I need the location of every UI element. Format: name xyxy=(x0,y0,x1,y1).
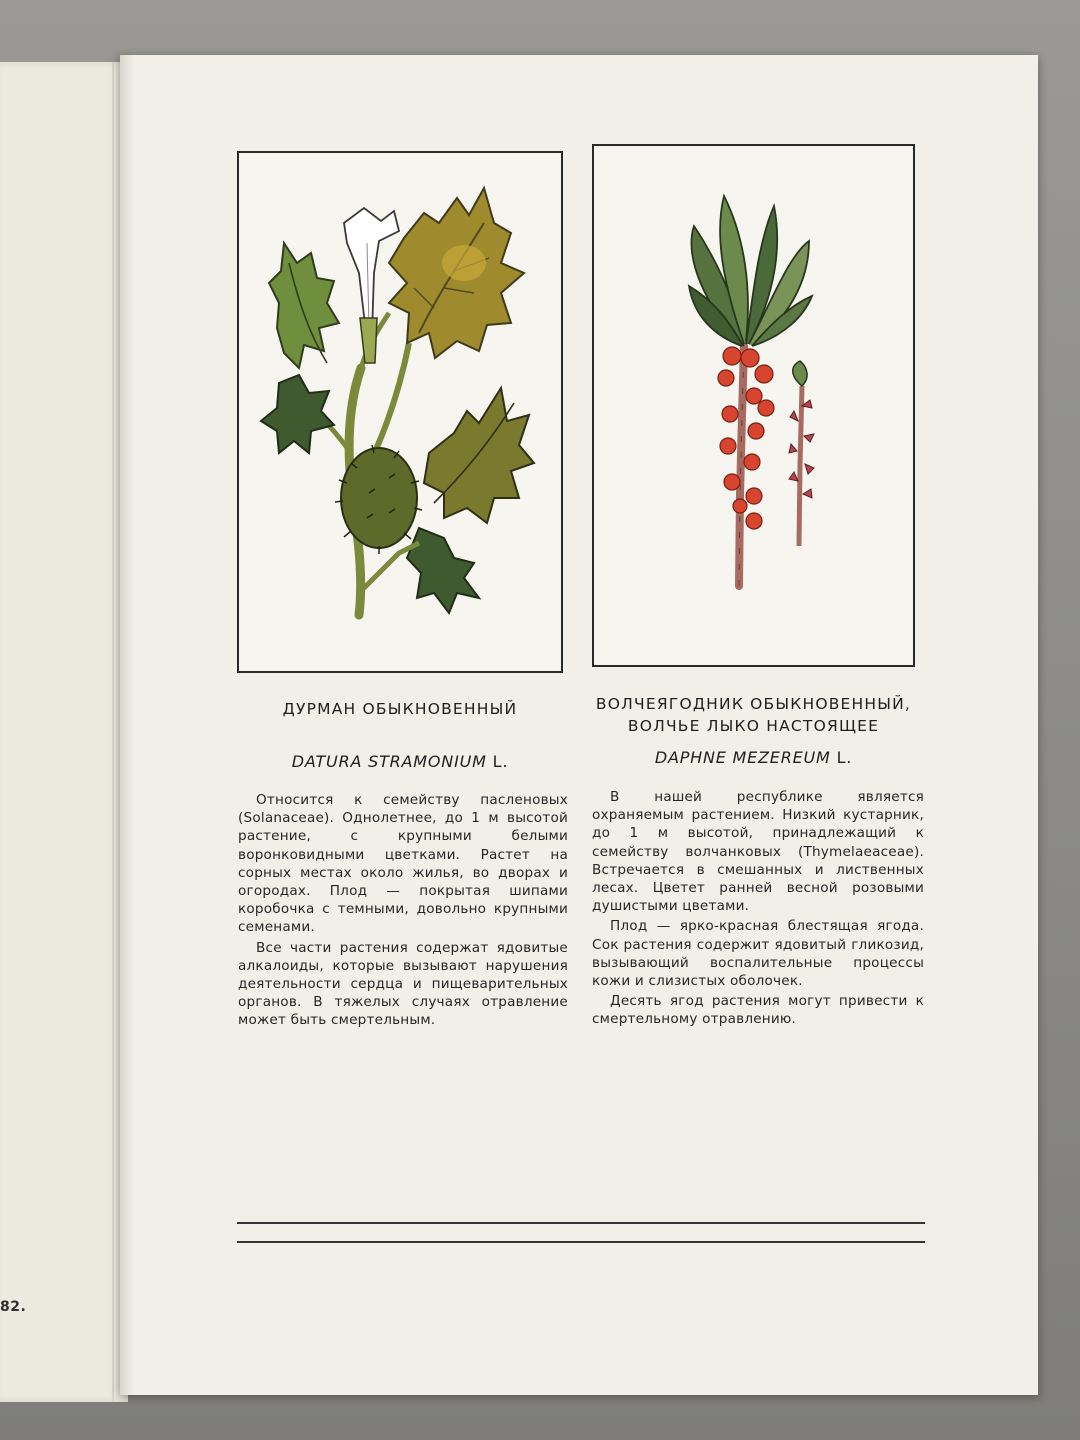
datura-paragraph-2: Все части растения содержат ядовитые алкалоиды, которые вызывают нарушения деятельности сердца и пищеварительных органов. В тяжелых случаях отравление может быть смертельным. xyxy=(238,939,568,1029)
daphne-paragraph-1: В нашей республике является охраняемым растением. Низкий кустарник, до 1 м высотой, принадлежащий к семейству волчанковых (Thymelaeaceae). Встречается в смешанных и лиственных лесах. Цветет ранней весной розовыми душистыми цветами. xyxy=(592,789,924,915)
daphne-latin-name xyxy=(592,748,915,767)
daphne-illustration xyxy=(594,146,913,665)
datura-latin-binomial: DATURA STRAMONIUM xyxy=(291,752,487,771)
datura-latin-name xyxy=(237,752,563,771)
daphne-latin-author: L. xyxy=(836,748,853,767)
right-page xyxy=(120,55,1038,1395)
daphne-common-name-line-2: ВОЛЧЬЕ ЛЫКО НАСТОЯЩЕЕ xyxy=(627,717,880,735)
daphne-paragraph-2: Плод — ярко-красная блестящая ягода. Сок растения содержит ядовитый гликозид, вызывающий воспалительные процессы кожи и слизистых оболочек. xyxy=(592,918,924,990)
daphne-description xyxy=(592,788,924,1029)
daphne-common-name-line-1: ВОЛЧЕЯГОДНИК ОБЫКНОВЕННЫЙ, xyxy=(595,695,912,713)
left-page-edge xyxy=(112,62,114,1402)
daphne-paragraph-3: Десять ягод растения могут привести к смертельному отравлению. xyxy=(592,993,924,1028)
bottom-rule-upper xyxy=(237,1222,925,1224)
bottom-rule-lower xyxy=(237,1241,925,1243)
datura-illustration-frame xyxy=(237,151,563,673)
datura-illustration xyxy=(239,153,561,671)
daphne-latin-binomial: DAPHNE MEZEREUM xyxy=(654,748,831,767)
daphne-illustration-frame xyxy=(592,144,915,667)
daphne-common-name xyxy=(592,693,915,737)
datura-description xyxy=(238,791,568,1030)
left-page xyxy=(0,62,128,1402)
page-gutter xyxy=(120,55,134,1395)
left-page-number: 82. xyxy=(0,1299,27,1315)
datura-common-name: ДУРМАН ОБЫКНОВЕННЫЙ xyxy=(282,700,518,718)
datura-latin-author: L. xyxy=(492,752,509,771)
datura-paragraph-1: Относится к семейству пасленовых (Solanaceae). Однолетнее, до 1 м высотой растение, с крупными белыми воронковидными цветками. Растет на сорных местах около жилья, во дворах и огородах. Плод — покрытая шипами коробочка с темными, довольно крупными семенами. xyxy=(238,792,568,936)
